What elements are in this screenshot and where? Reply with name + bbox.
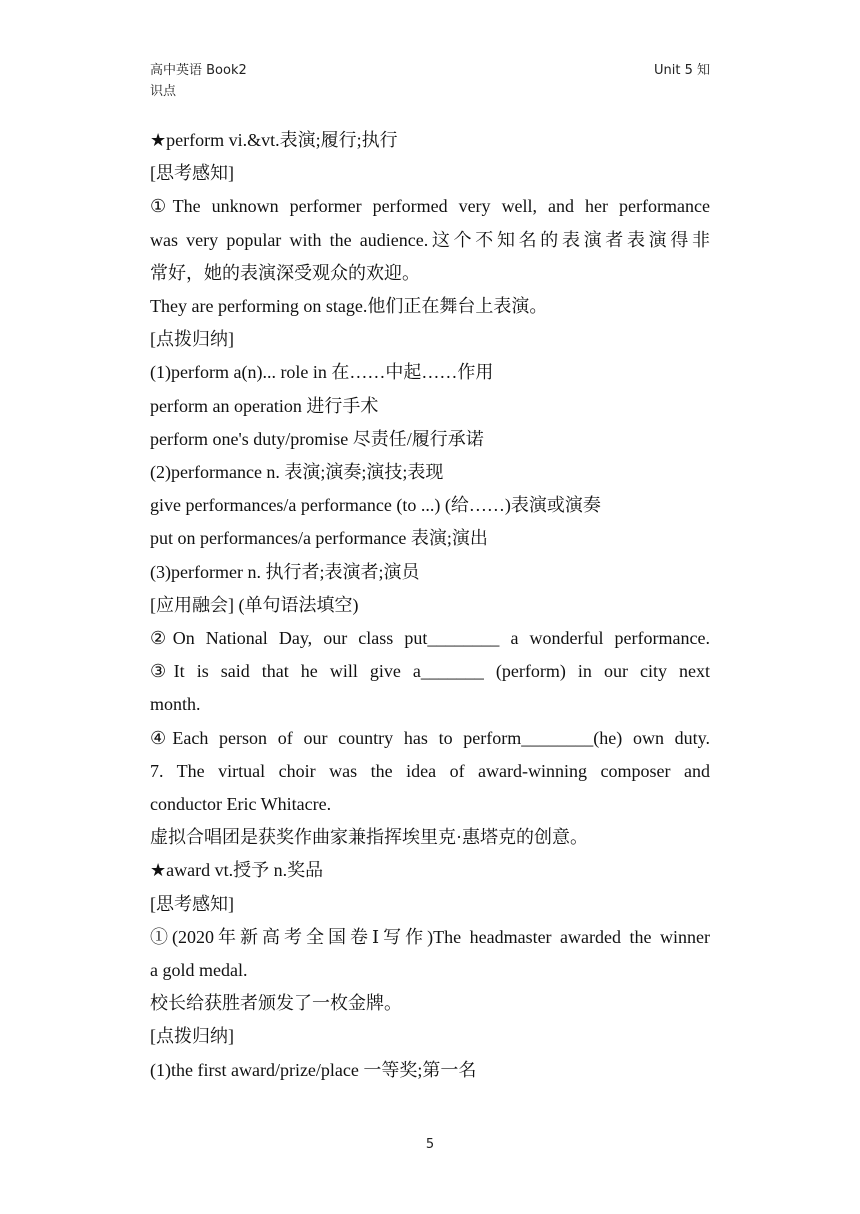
translation-line: 校长给获胜者颁发了一枚金牌。 — [150, 993, 402, 1014]
usage-note-line: (3)performer n. 执行者;表演者;演员 — [150, 561, 420, 582]
translation-line: 虚拟合唱团是获奖作曲家兼指挥埃里克·惠塔克的创意。 — [150, 827, 588, 848]
example-sentence-line: a gold medal. — [150, 960, 248, 981]
example-sentence-line: ①(2020年新高考全国卷Ⅰ写作)The headmaster awarded the winner — [150, 926, 710, 947]
section-label-apply: [应用融会] (单句语法填空) — [150, 594, 359, 615]
entry-heading-perform: ★perform vi.&vt.表演;履行;执行 — [150, 130, 398, 150]
document-body — [150, 124, 710, 1087]
section-label-summary: [点拨归纳] — [150, 329, 234, 350]
usage-note-line: put on performances/a performance 表演;演出 — [150, 528, 488, 549]
text-sentence-line: conductor Eric Whitacre. — [150, 794, 332, 815]
example-sentence-line: was very popular with the audience.这个不知名的表演者表演得非 — [150, 229, 710, 250]
header-course-subtitle: 识点 — [150, 84, 177, 99]
usage-note-line: perform an operation 进行手术 — [150, 395, 379, 416]
example-sentence-line: They are performing on stage.他们正在舞台上表演。 — [150, 296, 548, 317]
exercise-line: ④Each person of our country has to perform________(he) own duty. — [150, 727, 710, 748]
header-unit-label: Unit 5 知 — [654, 63, 710, 78]
text-sentence-line: 7. The virtual choir was the idea of award-winning composer and — [150, 760, 710, 781]
usage-note-line: (2)performance n. 表演;演奏;演技;表现 — [150, 462, 444, 483]
example-sentence-line: 常好，她的表演深受观众的欢迎。 — [150, 262, 420, 283]
example-sentence-line: ①The unknown performer performed very well, and her performance — [150, 196, 710, 217]
entry-heading-award: ★award vt.授予 n.奖品 — [150, 860, 324, 881]
page-header — [150, 60, 710, 104]
usage-note-line: perform one's duty/promise 尽责任/履行承诺 — [150, 428, 484, 449]
exercise-line: ②On National Day, our class put________ a wonderful performance. — [150, 628, 710, 649]
exercise-line: month. — [150, 694, 201, 715]
section-label-think: [思考感知] — [150, 163, 234, 184]
usage-note-line: (1)the first award/prize/place 一等奖;第一名 — [150, 1059, 477, 1080]
header-course-title: 高中英语 Book2 — [150, 63, 247, 78]
section-label-think: [思考感知] — [150, 893, 234, 914]
usage-note-line: give performances/a performance (to ...) (给……)表演或演奏 — [150, 495, 601, 516]
header-left — [150, 60, 350, 102]
section-label-summary: [点拨归纳] — [150, 1026, 234, 1047]
usage-note-line: (1)perform a(n)... role in 在……中起……作用 — [150, 362, 494, 383]
page-number: 5 — [425, 1137, 435, 1152]
exercise-line: ③It is said that he will give a_______ (perform) in our city next — [150, 661, 710, 682]
